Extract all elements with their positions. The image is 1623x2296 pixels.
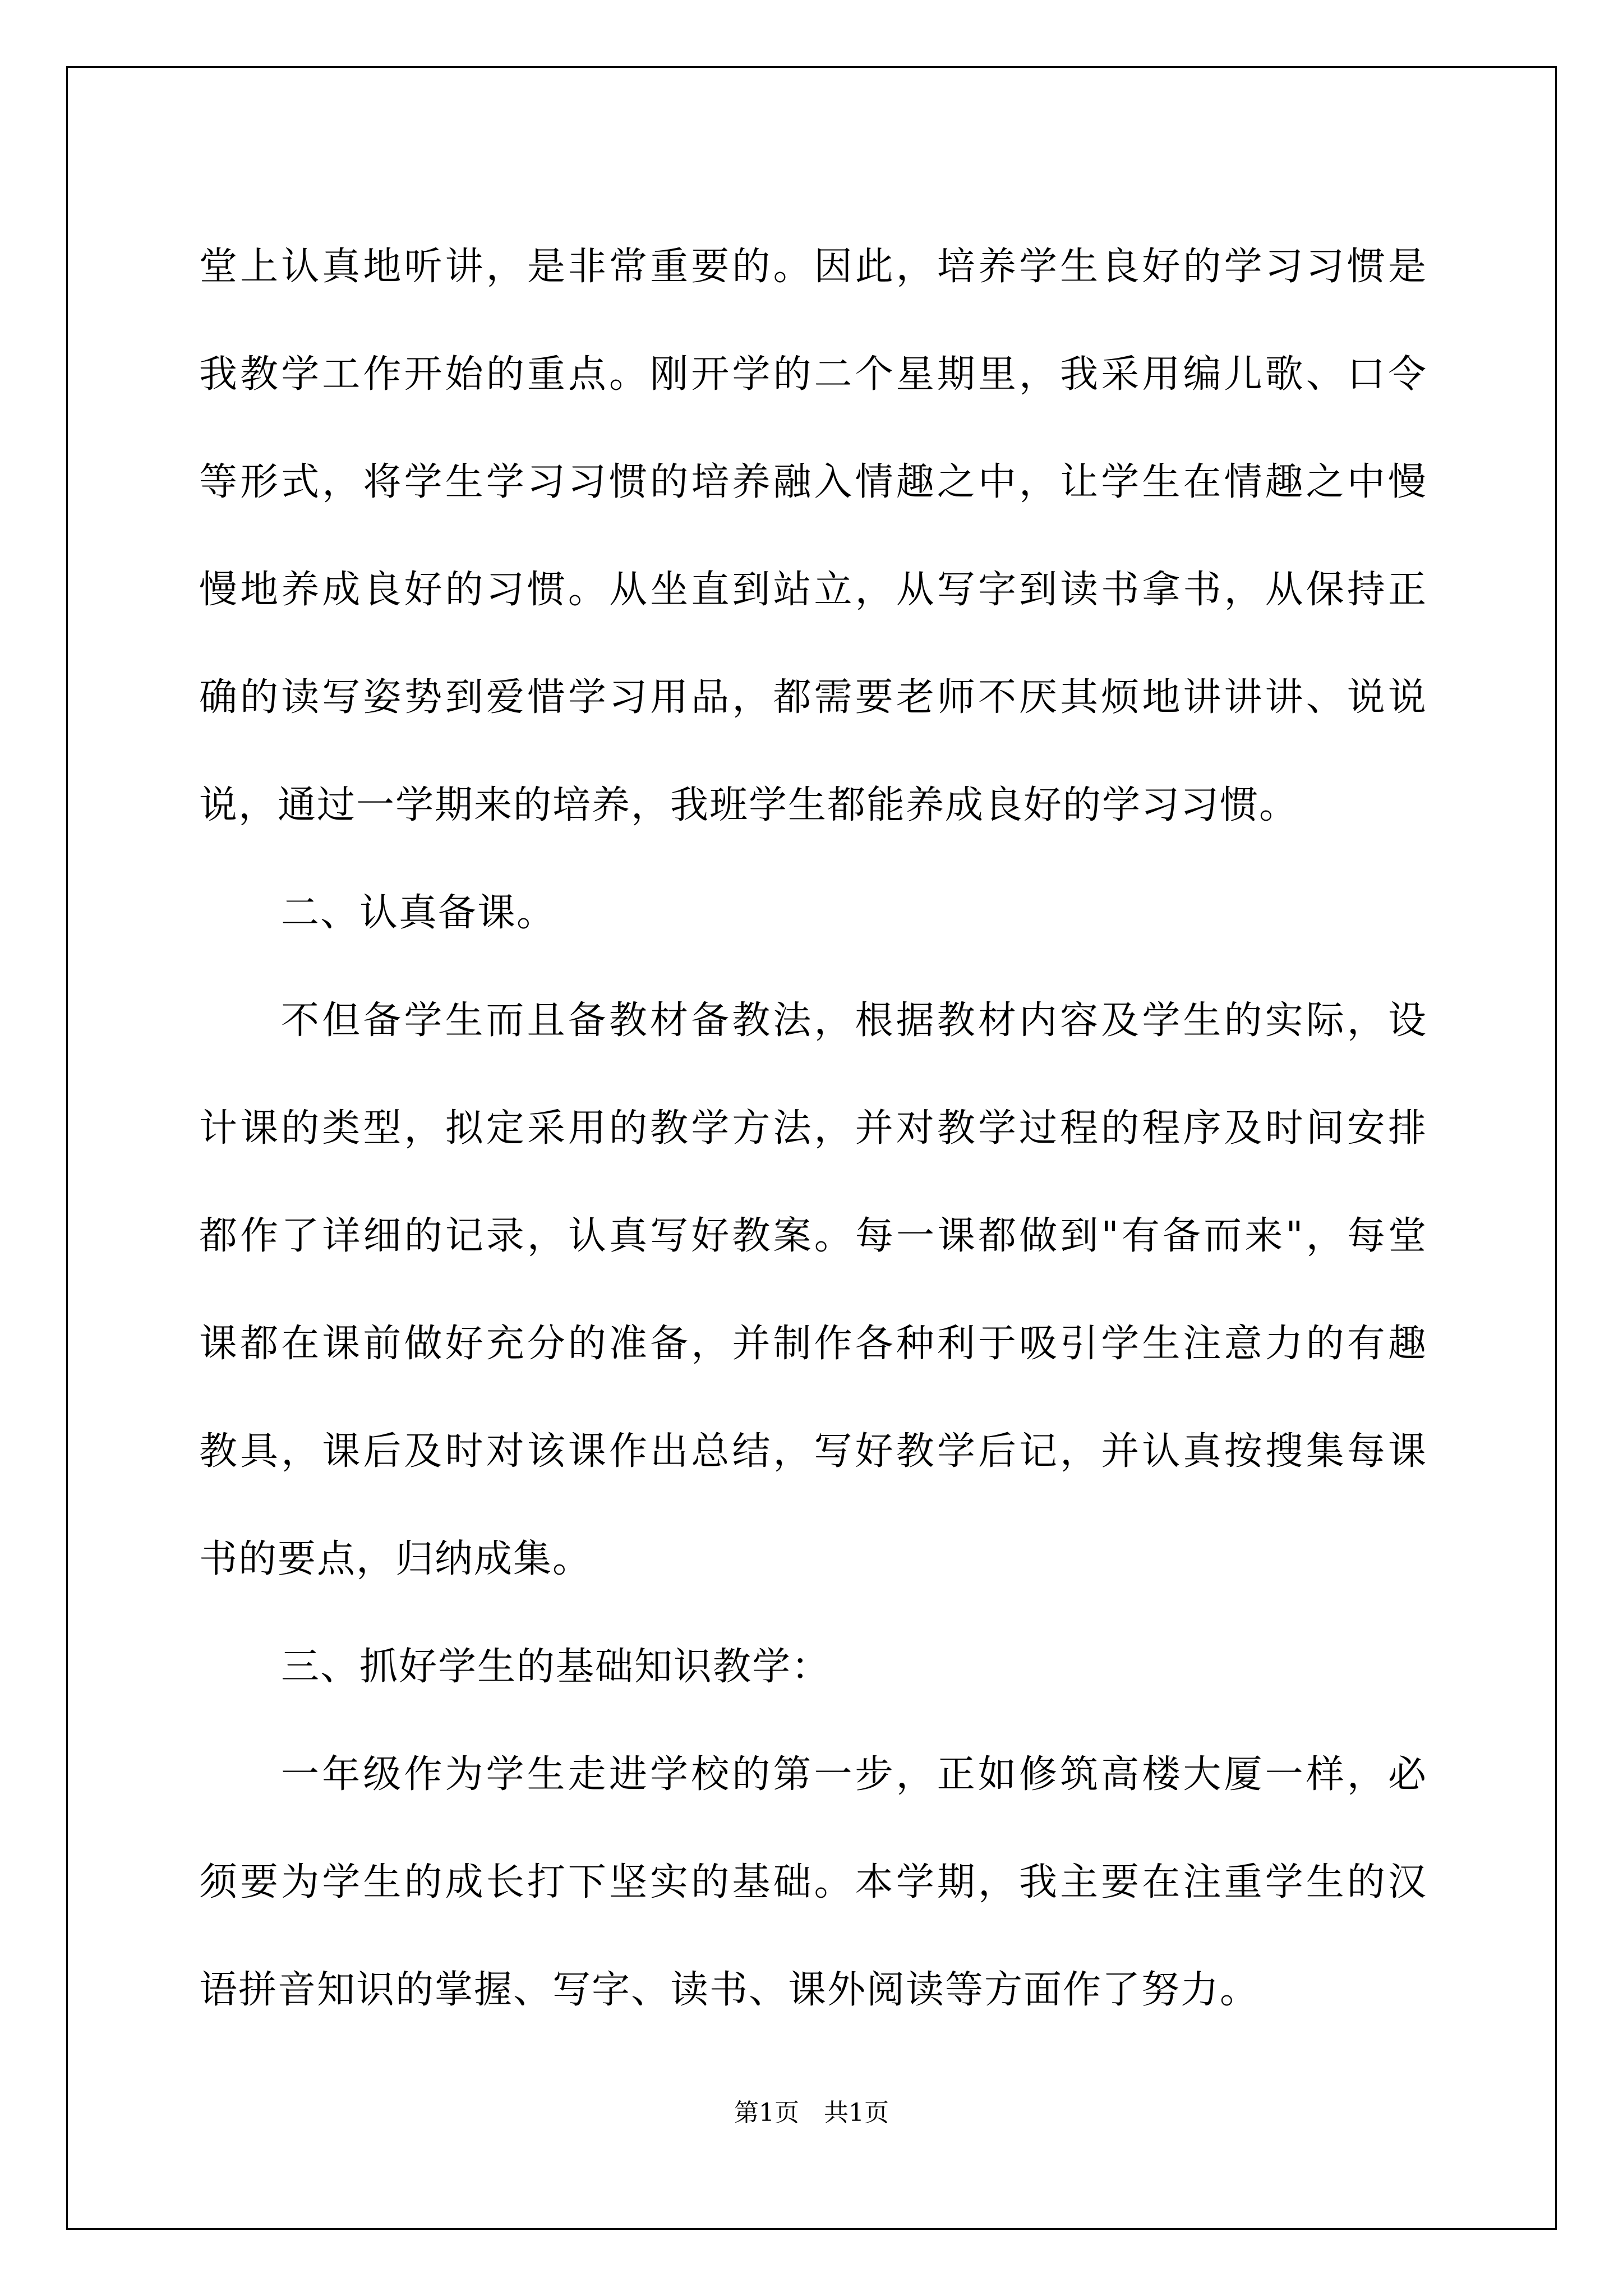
text-line: 确的读写姿势到爱惜学习用品，都需要老师不厌其烦地讲讲讲、说说: [199, 675, 1427, 720]
text-line: 我教学工作开始的重点。刚开学的二个星期里，我采用编儿歌、口令: [199, 352, 1427, 397]
text-line: 堂上认真地听讲，是非常重要的。因此，培养学生良好的学习习惯是: [199, 245, 1427, 289]
section-heading: 三、抓好学生的基础知识教学：: [281, 1645, 831, 1689]
page-number-footer: 第1页 共1页: [734, 2099, 889, 2127]
text-line: 等形式，将学生学习习惯的培养融入情趣之中，让学生在情趣之中慢: [199, 460, 1427, 504]
text-line: 语拼音知识的掌握、写字、读书、课外阅读等方面作了努力。: [199, 1968, 1260, 2012]
text-line: 须要为学生的成长打下坚实的基础。本学期，我主要在注重学生的汉: [199, 1860, 1427, 1904]
document-body: [199, 213, 1427, 2044]
text-line: 都作了详细的记录，认真写好教案。每一课都做到"有备而来"，每堂: [199, 1214, 1427, 1258]
text-line: 计课的类型，拟定采用的教学方法，并对教学过程的程序及时间安排: [199, 1106, 1427, 1151]
text-line: 课都在课前做好充分的准备，并制作各种利于吸引学生注意力的有趣: [199, 1322, 1427, 1366]
text-line: 教具，课后及时对该课作出总结，写好教学后记，并认真按搜集每课: [199, 1429, 1427, 1474]
text-line: 书的要点，归纳成集。: [199, 1537, 592, 1581]
text-line: 不但备学生而且备教材备教法，根据教材内容及学生的实际，设: [281, 999, 1427, 1043]
text-line: 一年级作为学生走进学校的第一步，正如修筑高楼大厦一样，必: [281, 1752, 1427, 1797]
text-line: 说，通过一学期来的培养，我班学生都能养成良好的学习习惯。: [199, 783, 1299, 827]
section-heading: 二、认真备课。: [281, 891, 556, 935]
text-line: 慢地养成良好的习惯。从坐直到站立，从写字到读书拿书，从保持正: [199, 568, 1427, 612]
